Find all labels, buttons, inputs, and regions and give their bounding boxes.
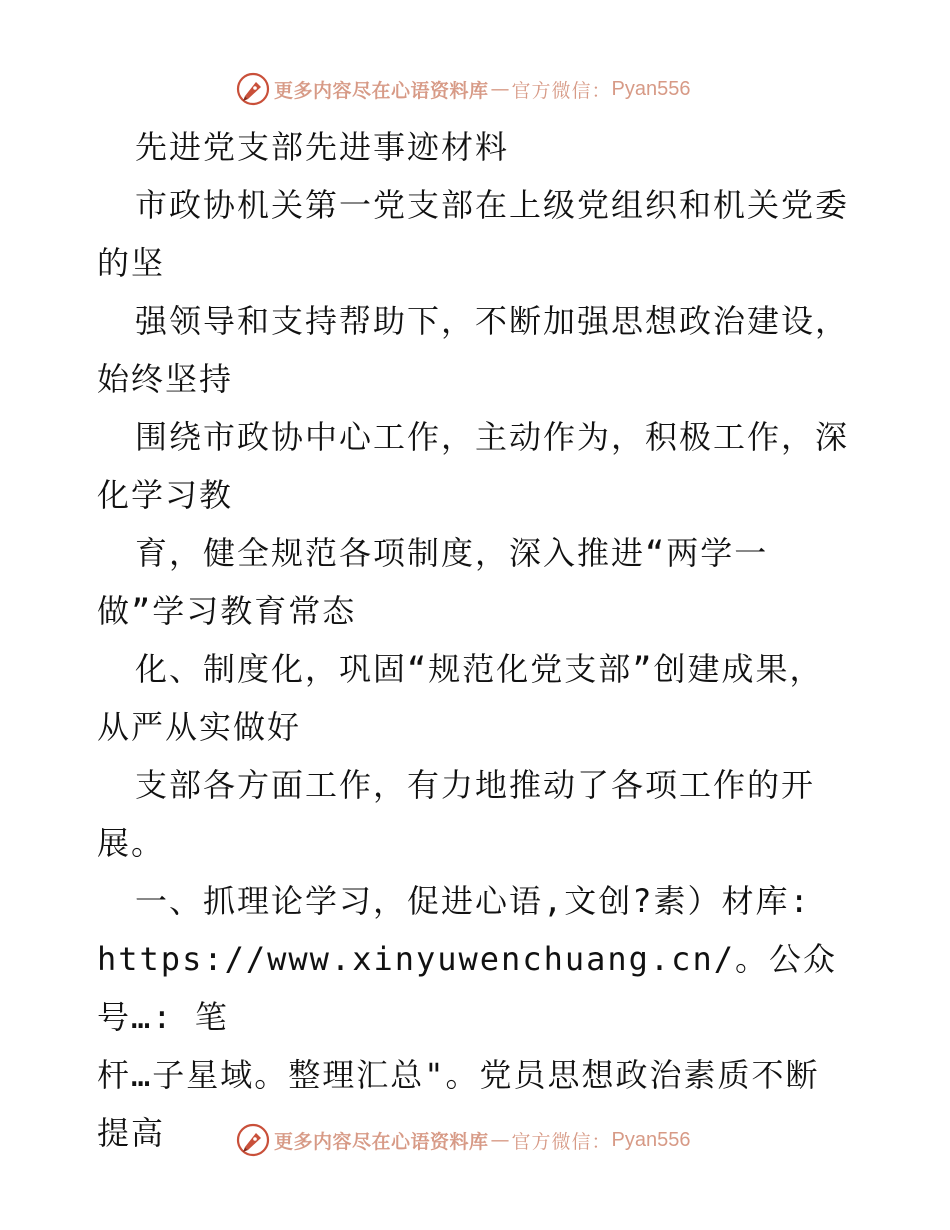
document-line: https://www.xinyuwenchuang.cn/。公众号…: 笔 bbox=[97, 940, 837, 1036]
document-line: 化学习教 bbox=[97, 476, 234, 514]
pen-nib-logo-icon bbox=[236, 1123, 270, 1157]
watermark-wechat-label: 官方微信： bbox=[511, 1130, 612, 1153]
header-watermark bbox=[236, 72, 691, 106]
footer-watermark bbox=[236, 1123, 691, 1157]
document-line: 提高 bbox=[97, 1114, 166, 1152]
document-line: 的坚 bbox=[97, 244, 166, 282]
pen-nib-logo-icon bbox=[236, 72, 270, 106]
watermark-separator: — bbox=[490, 78, 510, 100]
document-line: 支部各方面工作，有力地推动了各项工作的开 bbox=[135, 766, 816, 804]
document-line: 始终坚持 bbox=[97, 360, 234, 398]
document-line: 围绕市政协中心工作，主动作为，积极工作，深 bbox=[135, 418, 850, 456]
document-line: 展。 bbox=[97, 824, 166, 862]
watermark-wechat-label: 官方微信： bbox=[511, 79, 612, 102]
document-body bbox=[97, 118, 867, 1162]
watermark-separator: — bbox=[490, 1129, 510, 1151]
document-line: 市政协机关第一党支部在上级党组织和机关党委 bbox=[135, 186, 850, 224]
document-line: 杆…子星域。整理汇总"。党员思想政治素质不断 bbox=[97, 1056, 820, 1094]
document-line: 做”学习教育常态 bbox=[97, 592, 357, 630]
watermark-brand: 更多内容尽在心语资料库 bbox=[274, 1130, 489, 1153]
document-line: 育，健全规范各项制度，深入推进“两学一 bbox=[135, 534, 769, 572]
document-title: 先进党支部先进事迹材料 bbox=[135, 128, 510, 166]
section-heading: 一、抓理论学习，促进心语,文创?素）材库: bbox=[135, 882, 811, 920]
document-line: 强领导和支持帮助下，不断加强思想政治建设， bbox=[135, 302, 850, 340]
document-line: 化、制度化，巩固“规范化党支部”创建成果， bbox=[135, 650, 824, 688]
watermark-brand: 更多内容尽在心语资料库 bbox=[274, 79, 489, 102]
watermark-wechat-id: Pyan556 bbox=[611, 1128, 691, 1151]
watermark-wechat-id: Pyan556 bbox=[611, 77, 691, 100]
document-line: 从严从实做好 bbox=[97, 708, 302, 746]
